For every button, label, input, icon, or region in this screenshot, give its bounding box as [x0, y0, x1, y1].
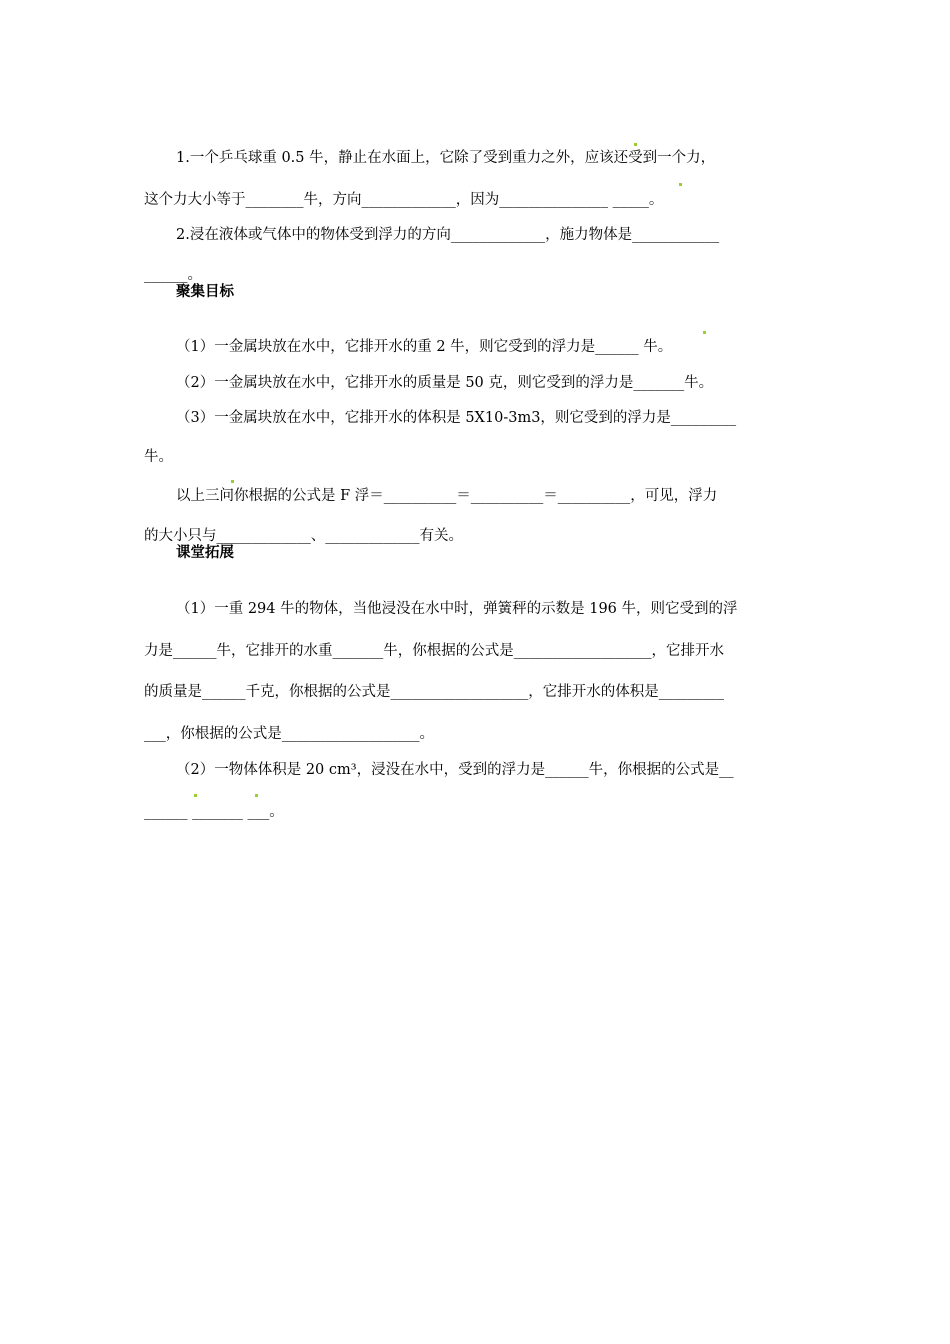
extend-item-1-line1: （1）一重 294 牛的物体，当他浸没在水中时，弹簧秤的示数是 196 牛，则它受到的浮 [176, 601, 738, 617]
focus-item-3-line1: （3）一金属块放在水中，它排开水的体积是 5X10-3m3，则它受到的浮力是_________ [176, 410, 737, 426]
section-heading-focus: 聚集目标 [176, 284, 234, 300]
artifact-dot [679, 183, 682, 186]
intro-q2-line2: ______。 [144, 267, 202, 283]
extend-item-1-line3: 的质量是______千克，你根据的公式是___________________，它排开水的体积是_________ [144, 684, 724, 700]
artifact-dot [255, 794, 258, 797]
artifact-dot [231, 480, 234, 483]
artifact-dot [194, 794, 197, 797]
section-heading-extend: 课堂拓展 [176, 545, 234, 561]
focus-summary-line2: 的大小只与_____________、_____________有关。 [144, 528, 463, 544]
focus-summary-line1: 以上三问你根据的公式是 F 浮＝__________＝__________＝__________，可见，浮力 [176, 488, 718, 504]
focus-item-3-line2: 牛。 [144, 449, 173, 465]
focus-item-2: （2）一金属块放在水中，它排开水的质量是 50 克，则它受到的浮力是_______牛。 [176, 375, 714, 391]
intro-q2-line1: 2.浸在液体或气体中的物体受到浮力的方向_____________，施力物体是____________ [176, 227, 720, 243]
intro-q1-line1: 1.一个乒乓球重 0.5 牛，静止在水面上，它除了受到重力之外，应该还受到一个力， [176, 150, 716, 166]
extend-item-2-line1: （2）一物体体积是 20 cm³，浸没在水中，受到的浮力是______牛，你根据的公式是__ [176, 762, 734, 778]
extend-item-1-line4: ___，你根据的公式是___________________。 [144, 726, 434, 742]
focus-item-1: （1）一金属块放在水中，它排开水的重 2 牛，则它受到的浮力是______ 牛。 [176, 339, 673, 355]
extend-item-1-line2: 力是______牛，它排开的水重_______牛，你根据的公式是___________________，它排开水 [144, 643, 724, 659]
intro-q1-line2: 这个力大小等于________牛，方向_____________，因为_______________ _____。 [144, 192, 664, 208]
artifact-dot [703, 331, 706, 334]
extend-item-2-line2: ______ _______ ___。 [144, 804, 284, 820]
artifact-dot [634, 143, 637, 146]
